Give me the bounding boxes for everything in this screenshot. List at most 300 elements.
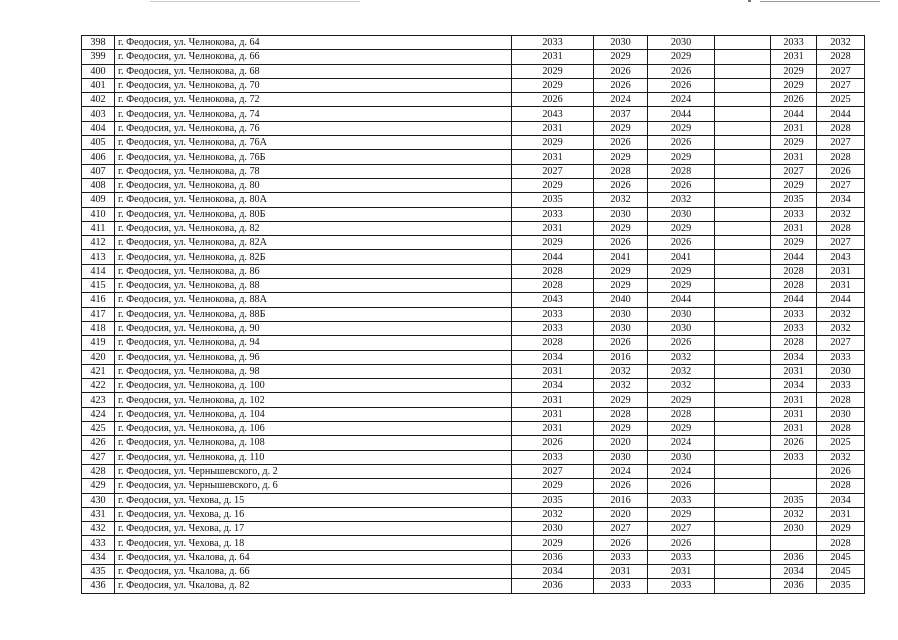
year-cell-6: 2045: [817, 550, 865, 564]
year-cell-2: 2040: [594, 293, 648, 307]
address-cell: г. Феодосия, ул. Челнокова, д. 86: [115, 264, 512, 278]
year-cell-5: 2031: [771, 422, 817, 436]
year-cell-3: 2026: [648, 236, 715, 250]
year-cell-5: [771, 479, 817, 493]
row-number-cell: 433: [82, 536, 115, 550]
year-cell-2: 2032: [594, 364, 648, 378]
year-cell-1: 2036: [512, 579, 594, 593]
row-number-cell: 424: [82, 407, 115, 421]
year-cell-3: 2026: [648, 178, 715, 192]
row-number-cell: 402: [82, 93, 115, 107]
row-number-cell: 428: [82, 464, 115, 478]
year-cell-3: 2030: [648, 207, 715, 221]
row-number-cell: 412: [82, 236, 115, 250]
table-row: [82, 479, 865, 493]
year-cell-2: 2033: [594, 579, 648, 593]
year-cell-4: [715, 93, 771, 107]
address-cell: г. Феодосия, ул. Чкалова, д. 64: [115, 550, 512, 564]
year-cell-3: 2031: [648, 564, 715, 578]
year-cell-3: 2033: [648, 550, 715, 564]
year-cell-4: [715, 550, 771, 564]
year-cell-4: [715, 422, 771, 436]
year-cell-5: 2029: [771, 136, 817, 150]
address-cell: г. Феодосия, ул. Челнокова, д. 82: [115, 221, 512, 235]
year-cell-5: 2044: [771, 293, 817, 307]
year-cell-6: 2027: [817, 336, 865, 350]
year-cell-1: 2029: [512, 479, 594, 493]
year-cell-2: 2026: [594, 78, 648, 92]
year-cell-4: [715, 507, 771, 521]
address-cell: г. Феодосия, ул. Чернышевского, д. 2: [115, 464, 512, 478]
year-cell-5: 2029: [771, 236, 817, 250]
year-cell-3: 2026: [648, 78, 715, 92]
address-cell: г. Феодосия, ул. Челнокова, д. 100: [115, 379, 512, 393]
row-number-cell: 430: [82, 493, 115, 507]
year-cell-2: 2020: [594, 507, 648, 521]
year-cell-1: 2027: [512, 164, 594, 178]
year-cell-3: 2028: [648, 164, 715, 178]
address-cell: г. Феодосия, ул. Чкалова, д. 66: [115, 564, 512, 578]
year-cell-6: 2044: [817, 107, 865, 121]
year-cell-3: 2029: [648, 150, 715, 164]
year-cell-5: 2028: [771, 279, 817, 293]
year-cell-1: 2033: [512, 36, 594, 50]
year-cell-1: 2036: [512, 550, 594, 564]
address-cell: г. Феодосия, ул. Чехова, д. 17: [115, 522, 512, 536]
address-cell: г. Феодосия, ул. Челнокова, д. 88: [115, 279, 512, 293]
year-cell-2: 2029: [594, 50, 648, 64]
year-cell-6: 2027: [817, 78, 865, 92]
year-cell-5: 2026: [771, 93, 817, 107]
year-cell-5: 2027: [771, 164, 817, 178]
year-cell-3: 2029: [648, 221, 715, 235]
year-cell-3: 2030: [648, 450, 715, 464]
address-cell: г. Феодосия, ул. Челнокова, д. 68: [115, 64, 512, 78]
year-cell-5: 2029: [771, 64, 817, 78]
year-cell-2: 2033: [594, 550, 648, 564]
year-cell-5: 2034: [771, 350, 817, 364]
year-cell-3: 2029: [648, 279, 715, 293]
year-cell-5: 2044: [771, 107, 817, 121]
address-cell: г. Феодосия, ул. Чернышевского, д. 6: [115, 479, 512, 493]
year-cell-6: 2025: [817, 93, 865, 107]
address-cell: г. Феодосия, ул. Челнокова, д. 76Б: [115, 150, 512, 164]
year-cell-4: [715, 579, 771, 593]
row-number-cell: 413: [82, 250, 115, 264]
year-cell-4: [715, 479, 771, 493]
table-row: [82, 507, 865, 521]
year-cell-2: 2029: [594, 264, 648, 278]
table-row: [82, 221, 865, 235]
year-cell-5: 2033: [771, 321, 817, 335]
year-cell-6: 2028: [817, 221, 865, 235]
year-cell-4: [715, 150, 771, 164]
year-cell-4: [715, 379, 771, 393]
year-cell-3: 2029: [648, 264, 715, 278]
year-cell-6: 2045: [817, 564, 865, 578]
row-number-cell: 431: [82, 507, 115, 521]
year-cell-3: 2024: [648, 93, 715, 107]
year-cell-2: 2041: [594, 250, 648, 264]
address-cell: г. Феодосия, ул. Чкалова, д. 82: [115, 579, 512, 593]
address-cell: г. Феодосия, ул. Чехова, д. 15: [115, 493, 512, 507]
year-cell-3: 2033: [648, 579, 715, 593]
table-row: [82, 450, 865, 464]
address-cell: г. Феодосия, ул. Челнокова, д. 74: [115, 107, 512, 121]
year-cell-2: 2029: [594, 221, 648, 235]
year-cell-1: 2031: [512, 121, 594, 135]
table-row: [82, 164, 865, 178]
year-cell-5: 2031: [771, 121, 817, 135]
year-cell-1: 2028: [512, 264, 594, 278]
year-cell-4: [715, 164, 771, 178]
year-cell-1: 2029: [512, 64, 594, 78]
year-cell-2: 2026: [594, 479, 648, 493]
year-cell-6: 2027: [817, 236, 865, 250]
year-cell-1: 2031: [512, 407, 594, 421]
table-row: [82, 464, 865, 478]
table-row: [82, 336, 865, 350]
year-cell-4: [715, 221, 771, 235]
year-cell-5: 2031: [771, 221, 817, 235]
year-cell-4: [715, 50, 771, 64]
year-cell-1: 2029: [512, 78, 594, 92]
table-row: [82, 393, 865, 407]
year-cell-4: [715, 279, 771, 293]
year-cell-2: 2030: [594, 207, 648, 221]
year-cell-6: 2034: [817, 493, 865, 507]
address-cell: г. Феодосия, ул. Челнокова, д. 96: [115, 350, 512, 364]
year-cell-1: 2033: [512, 450, 594, 464]
year-cell-5: [771, 464, 817, 478]
year-cell-4: [715, 336, 771, 350]
year-cell-3: 2026: [648, 64, 715, 78]
year-cell-2: 2024: [594, 464, 648, 478]
year-cell-5: 2035: [771, 193, 817, 207]
year-cell-4: [715, 236, 771, 250]
scan-artifact-line: [150, 1, 360, 2]
year-cell-6: 2029: [817, 522, 865, 536]
year-cell-6: 2025: [817, 436, 865, 450]
table-row: [82, 250, 865, 264]
year-cell-3: 2030: [648, 321, 715, 335]
address-cell: г. Феодосия, ул. Челнокова, д. 94: [115, 336, 512, 350]
year-cell-2: 2024: [594, 93, 648, 107]
year-cell-2: 2016: [594, 350, 648, 364]
year-cell-3: 2029: [648, 507, 715, 521]
year-cell-2: 2037: [594, 107, 648, 121]
row-number-cell: 435: [82, 564, 115, 578]
year-cell-5: 2029: [771, 78, 817, 92]
year-cell-4: [715, 407, 771, 421]
table-row: [82, 264, 865, 278]
year-cell-1: 2029: [512, 136, 594, 150]
row-number-cell: 419: [82, 336, 115, 350]
year-cell-6: 2033: [817, 379, 865, 393]
table-row: [82, 78, 865, 92]
year-cell-3: 2026: [648, 336, 715, 350]
address-cell: г. Феодосия, ул. Челнокова, д. 78: [115, 164, 512, 178]
year-cell-6: 2026: [817, 164, 865, 178]
address-cell: г. Феодосия, ул. Челнокова, д. 82А: [115, 236, 512, 250]
year-cell-4: [715, 493, 771, 507]
housing-registry-table: [81, 35, 865, 594]
year-cell-5: 2036: [771, 579, 817, 593]
year-cell-2: 2026: [594, 336, 648, 350]
table-row: [82, 150, 865, 164]
year-cell-1: 2032: [512, 507, 594, 521]
year-cell-2: 2026: [594, 136, 648, 150]
row-number-cell: 401: [82, 78, 115, 92]
year-cell-5: 2029: [771, 178, 817, 192]
table-row: [82, 36, 865, 50]
year-cell-5: 2031: [771, 393, 817, 407]
address-cell: г. Феодосия, ул. Челнокова, д. 90: [115, 321, 512, 335]
year-cell-4: [715, 193, 771, 207]
row-number-cell: 398: [82, 36, 115, 50]
year-cell-1: 2034: [512, 379, 594, 393]
year-cell-1: 2043: [512, 293, 594, 307]
year-cell-1: 2029: [512, 178, 594, 192]
address-cell: г. Феодосия, ул. Челнокова, д. 80А: [115, 193, 512, 207]
address-cell: г. Феодосия, ул. Челнокова, д. 98: [115, 364, 512, 378]
row-number-cell: 418: [82, 321, 115, 335]
year-cell-3: 2032: [648, 379, 715, 393]
table-row: [82, 422, 865, 436]
year-cell-2: 2032: [594, 193, 648, 207]
year-cell-4: [715, 464, 771, 478]
row-number-cell: 404: [82, 121, 115, 135]
year-cell-1: 2043: [512, 107, 594, 121]
table-row: [82, 236, 865, 250]
year-cell-5: 2031: [771, 364, 817, 378]
address-cell: г. Феодосия, ул. Челнокова, д. 104: [115, 407, 512, 421]
year-cell-3: 2029: [648, 393, 715, 407]
row-number-cell: 434: [82, 550, 115, 564]
year-cell-5: 2034: [771, 564, 817, 578]
year-cell-5: [771, 536, 817, 550]
year-cell-4: [715, 350, 771, 364]
year-cell-5: 2028: [771, 336, 817, 350]
address-cell: г. Феодосия, ул. Челнокова, д. 66: [115, 50, 512, 64]
year-cell-1: 2027: [512, 464, 594, 478]
year-cell-6: 2034: [817, 193, 865, 207]
year-cell-6: 2028: [817, 50, 865, 64]
year-cell-3: 2032: [648, 350, 715, 364]
year-cell-5: 2035: [771, 493, 817, 507]
row-number-cell: 421: [82, 364, 115, 378]
row-number-cell: 415: [82, 279, 115, 293]
year-cell-5: 2033: [771, 207, 817, 221]
year-cell-6: 2028: [817, 479, 865, 493]
row-number-cell: 400: [82, 64, 115, 78]
year-cell-4: [715, 536, 771, 550]
year-cell-1: 2031: [512, 393, 594, 407]
year-cell-4: [715, 136, 771, 150]
table-row: [82, 379, 865, 393]
row-number-cell: 427: [82, 450, 115, 464]
year-cell-2: 2029: [594, 121, 648, 135]
year-cell-1: 2030: [512, 522, 594, 536]
table-row: [82, 522, 865, 536]
row-number-cell: 416: [82, 293, 115, 307]
year-cell-3: 2024: [648, 464, 715, 478]
year-cell-3: 2030: [648, 307, 715, 321]
table-row: [82, 193, 865, 207]
year-cell-6: 2030: [817, 407, 865, 421]
year-cell-6: 2028: [817, 422, 865, 436]
year-cell-5: 2033: [771, 307, 817, 321]
year-cell-3: 2026: [648, 479, 715, 493]
year-cell-1: 2029: [512, 536, 594, 550]
year-cell-2: 2030: [594, 307, 648, 321]
year-cell-1: 2035: [512, 493, 594, 507]
year-cell-6: 2044: [817, 293, 865, 307]
year-cell-5: 2033: [771, 450, 817, 464]
year-cell-5: 2031: [771, 150, 817, 164]
address-cell: г. Феодосия, ул. Челнокова, д. 106: [115, 422, 512, 436]
year-cell-4: [715, 121, 771, 135]
table-body: [82, 36, 865, 594]
year-cell-4: [715, 393, 771, 407]
row-number-cell: 423: [82, 393, 115, 407]
year-cell-2: 2029: [594, 393, 648, 407]
address-cell: г. Феодосия, ул. Челнокова, д. 88Б: [115, 307, 512, 321]
address-cell: г. Феодосия, ул. Челнокова, д. 76А: [115, 136, 512, 150]
scan-artifact-dot: [748, 0, 751, 2]
address-cell: г. Феодосия, ул. Чехова, д. 18: [115, 536, 512, 550]
row-number-cell: 436: [82, 579, 115, 593]
year-cell-4: [715, 321, 771, 335]
year-cell-5: 2031: [771, 50, 817, 64]
year-cell-6: 2030: [817, 364, 865, 378]
year-cell-2: 2029: [594, 150, 648, 164]
year-cell-5: 2044: [771, 250, 817, 264]
year-cell-1: 2033: [512, 321, 594, 335]
year-cell-3: 2032: [648, 193, 715, 207]
year-cell-3: 2026: [648, 536, 715, 550]
year-cell-5: 2033: [771, 36, 817, 50]
year-cell-3: 2029: [648, 50, 715, 64]
year-cell-6: 2033: [817, 350, 865, 364]
table-row: [82, 321, 865, 335]
year-cell-4: [715, 307, 771, 321]
year-cell-6: 2032: [817, 321, 865, 335]
year-cell-3: 2044: [648, 107, 715, 121]
row-number-cell: 411: [82, 221, 115, 235]
year-cell-4: [715, 450, 771, 464]
row-number-cell: 406: [82, 150, 115, 164]
table-row: [82, 64, 865, 78]
year-cell-1: 2026: [512, 436, 594, 450]
year-cell-4: [715, 78, 771, 92]
table-row: [82, 207, 865, 221]
year-cell-5: 2031: [771, 407, 817, 421]
year-cell-1: 2031: [512, 150, 594, 164]
year-cell-1: 2035: [512, 193, 594, 207]
year-cell-2: 2030: [594, 36, 648, 50]
year-cell-2: 2029: [594, 279, 648, 293]
year-cell-6: 2028: [817, 536, 865, 550]
year-cell-2: 2026: [594, 236, 648, 250]
year-cell-3: 2027: [648, 522, 715, 536]
table-row: [82, 93, 865, 107]
year-cell-1: 2031: [512, 50, 594, 64]
year-cell-2: 2026: [594, 64, 648, 78]
year-cell-4: [715, 293, 771, 307]
year-cell-1: 2028: [512, 279, 594, 293]
year-cell-2: 2030: [594, 321, 648, 335]
year-cell-2: 2028: [594, 164, 648, 178]
table-row: [82, 121, 865, 135]
address-cell: г. Феодосия, ул. Челнокова, д. 110: [115, 450, 512, 464]
address-cell: г. Феодосия, ул. Челнокова, д. 82Б: [115, 250, 512, 264]
year-cell-5: 2036: [771, 550, 817, 564]
year-cell-4: [715, 264, 771, 278]
year-cell-1: 2029: [512, 236, 594, 250]
year-cell-2: 2029: [594, 422, 648, 436]
row-number-cell: 410: [82, 207, 115, 221]
year-cell-5: 2026: [771, 436, 817, 450]
year-cell-3: 2044: [648, 293, 715, 307]
table-row: [82, 407, 865, 421]
year-cell-6: 2043: [817, 250, 865, 264]
row-number-cell: 408: [82, 178, 115, 192]
year-cell-1: 2031: [512, 422, 594, 436]
year-cell-6: 2027: [817, 64, 865, 78]
row-number-cell: 429: [82, 479, 115, 493]
address-cell: г. Феодосия, ул. Челнокова, д. 88А: [115, 293, 512, 307]
row-number-cell: 432: [82, 522, 115, 536]
row-number-cell: 399: [82, 50, 115, 64]
address-cell: г. Феодосия, ул. Челнокова, д. 72: [115, 93, 512, 107]
year-cell-2: 2028: [594, 407, 648, 421]
year-cell-1: 2028: [512, 336, 594, 350]
year-cell-1: 2034: [512, 350, 594, 364]
year-cell-6: 2027: [817, 178, 865, 192]
year-cell-4: [715, 207, 771, 221]
year-cell-1: 2033: [512, 307, 594, 321]
row-number-cell: 409: [82, 193, 115, 207]
address-cell: г. Феодосия, ул. Челнокова, д. 80: [115, 178, 512, 192]
year-cell-3: 2026: [648, 136, 715, 150]
year-cell-6: 2026: [817, 464, 865, 478]
year-cell-2: 2030: [594, 450, 648, 464]
row-number-cell: 425: [82, 422, 115, 436]
row-number-cell: 414: [82, 264, 115, 278]
table-row: [82, 364, 865, 378]
year-cell-3: 2032: [648, 364, 715, 378]
year-cell-2: 2016: [594, 493, 648, 507]
year-cell-4: [715, 178, 771, 192]
table-row: [82, 136, 865, 150]
table-row: [82, 536, 865, 550]
year-cell-3: 2033: [648, 493, 715, 507]
year-cell-2: 2020: [594, 436, 648, 450]
address-cell: г. Феодосия, ул. Челнокова, д. 102: [115, 393, 512, 407]
year-cell-6: 2028: [817, 121, 865, 135]
row-number-cell: 422: [82, 379, 115, 393]
year-cell-4: [715, 436, 771, 450]
year-cell-5: 2034: [771, 379, 817, 393]
year-cell-1: 2044: [512, 250, 594, 264]
table-row: [82, 493, 865, 507]
year-cell-6: 2027: [817, 136, 865, 150]
year-cell-6: 2032: [817, 207, 865, 221]
table-row: [82, 579, 865, 593]
year-cell-5: 2030: [771, 522, 817, 536]
year-cell-1: 2033: [512, 207, 594, 221]
